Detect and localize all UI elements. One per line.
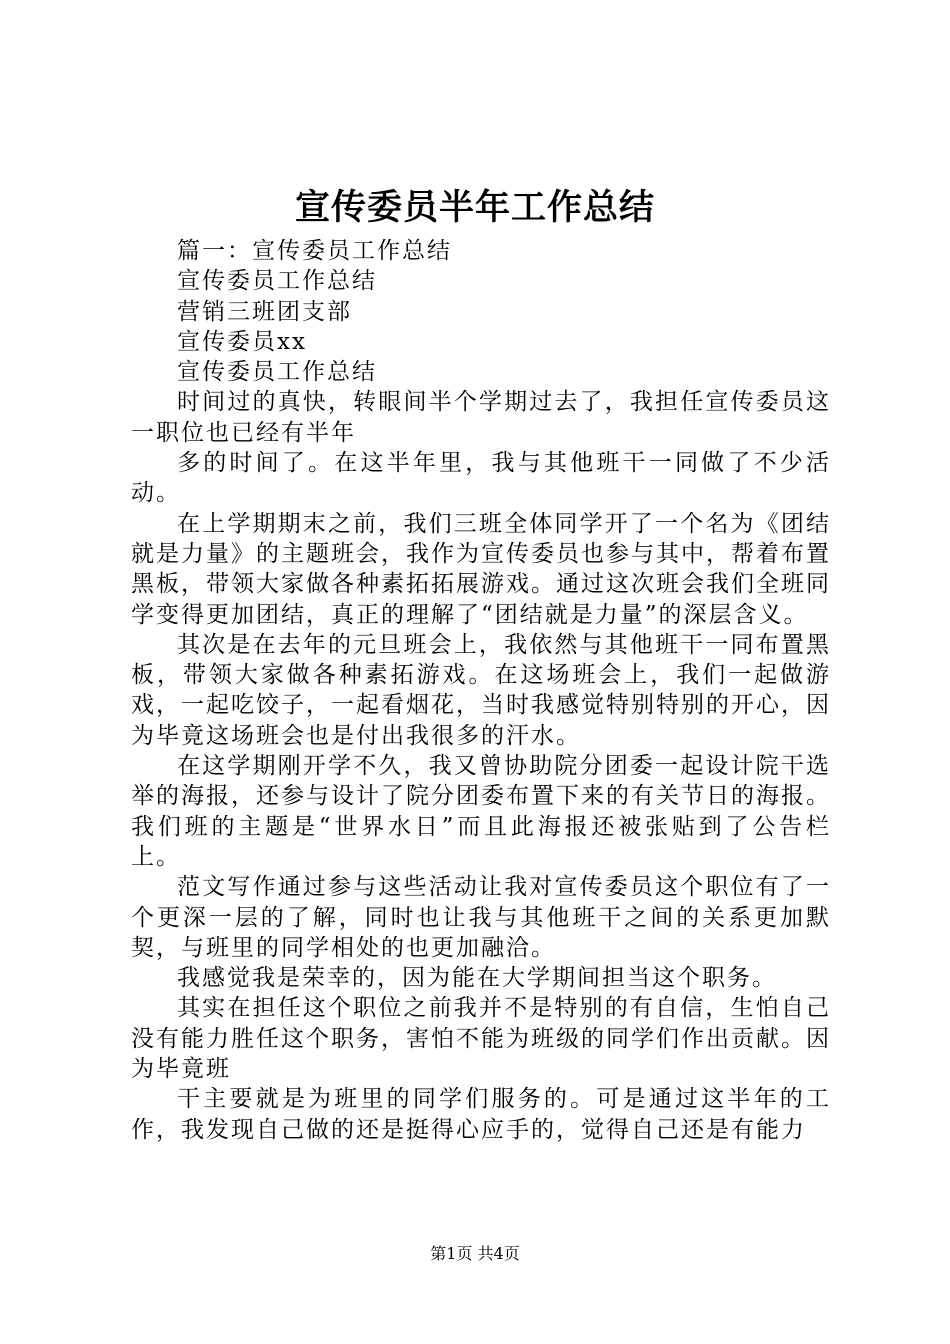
paragraph: 时间过的真快，转眼间半个学期过去了，我担任宣传委员这一职位也已经有半年 [131, 389, 831, 446]
document-body [131, 236, 831, 1145]
paragraph: 其次是在去年的元旦班会上，我依然与其他班干一同布置黑板，带领大家做各种素拓游戏。在这场班会上，我们一起做游戏，一起吃饺子，一起看烟花，当时我感觉特别特别的开心，因为毕竟这场班会也是付出我很多的汗水。 [131, 631, 831, 749]
paragraph: 在上学期期末之前，我们三班全体同学开了一个名为《团结就是力量》的主题班会，我作为宣传委员也参与其中，帮着布置黑板，带领大家做各种素拓拓展游戏。通过这次班会我们全班同学变得更加团结，真正的理解了“团结就是力量”的深层含义。 [131, 510, 831, 628]
paragraph: 范文写作通过参与这些活动让我对宣传委员这个职位有了一个更深一层的了解，同时也让我与其他班干之间的关系更加默契，与班里的同学相处的也更加融洽。 [131, 874, 831, 961]
paragraph: 宣传委员工作总结 [177, 268, 377, 295]
paragraph: 其实在担任这个职位之前我并不是特别的有自信，生怕自己没有能力胜任这个职务，害怕不能为班级的同学们作出贡献。因为毕竟班 [131, 995, 831, 1083]
paragraph: 我感觉我是荣幸的，因为能在大学期间担当这个职务。 [177, 965, 777, 992]
paragraph: 宣传委员工作总结 [177, 359, 377, 386]
paragraph: 宣传委员xx [177, 328, 307, 355]
document-title: 宣传委员半年工作总结 [294, 187, 655, 228]
paragraph: 干主要就是为班里的同学们服务的。可是通过这半年的工作，我发现自己做的还是挺得心应手的，觉得自己还是有能力 [131, 1086, 831, 1143]
paragraph: 营销三班团支部 [177, 298, 352, 325]
paragraph: 在这学期刚开学不久，我又曾协助院分团委一起设计院干选举的海报，还参与设计了院分团委布置下来的有关节日的海报。我们班的主题是“世界水日”而且此海报还被张贴到了公告栏上。 [131, 753, 831, 870]
paragraph: 篇一：宣传委员工作总结 [177, 238, 452, 264]
page-number-footer: 第1页 共4页 [430, 1244, 520, 1263]
paragraph: 多的时间了。在这半年里，我与其他班干一同做了不少活动。 [131, 450, 831, 507]
